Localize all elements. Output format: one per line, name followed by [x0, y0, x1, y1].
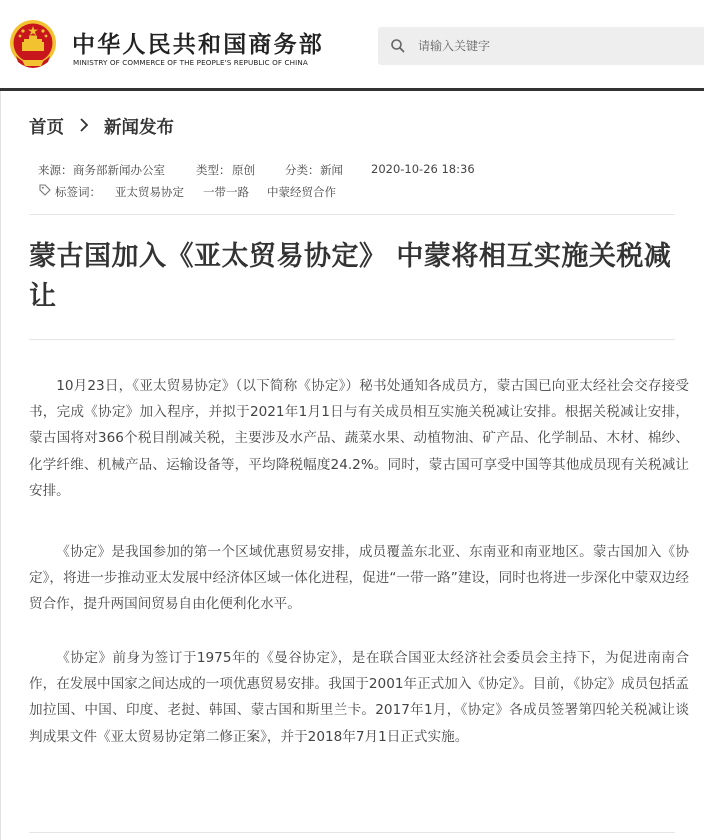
tags-label: 标签词： [55, 185, 101, 199]
breadcrumb-current[interactable]: 新闻发布 [104, 118, 174, 138]
meta-source: 商务部新闻办公室 [73, 163, 165, 177]
site-title[interactable]: 中华人民共和国商务部 [72, 32, 324, 58]
header-divider [0, 88, 704, 91]
chevron-right-icon [77, 117, 91, 133]
national-emblem-icon[interactable] [8, 18, 58, 72]
tag-icon [39, 184, 51, 196]
search-icon[interactable] [390, 38, 406, 54]
meta-category-label: 分类： [285, 163, 320, 177]
tag-link[interactable]: 一带一路 [203, 185, 249, 199]
search-input[interactable] [418, 27, 698, 65]
article-paragraph: 10月23日，《亚太贸易协定》（以下简称《协定》）秘书处通知各成员方，蒙古国已向亚太经社会交存接受书，完成《协定》加入程序，并拟于2021年1月1日与有关成员相互实施关税减让安排。根据关税减让安排，蒙古国将对366个税目削减关税，主要涉及水产品、蔬菜水果、动植物油、矿产品、化学制品、木材、棉纱、化学纤维、机械产品、运输设备等，平均降税幅度24.2%。同时，蒙古国可享受中国等其他成员现有关税减让安排。 [29, 378, 689, 499]
content-left-border [0, 91, 1, 840]
article-title: 蒙古国加入《亚太贸易协定》 中蒙将相互实施关税减让 [29, 241, 672, 312]
meta-source-label: 来源： [38, 163, 73, 177]
meta-type-label: 类型： [196, 163, 231, 177]
search-box[interactable] [378, 27, 704, 65]
breadcrumb-home[interactable]: 首页 [29, 118, 64, 138]
meta-divider [29, 214, 675, 215]
meta-type: 原创 [232, 163, 255, 177]
article-paragraph: 《协定》是我国参加的第一个区域优惠贸易安排，成员覆盖东北亚、东南亚和南亚地区。蒙古国加入《协定》，将进一步推动亚太发展中经济体区域一体化进程，促进“一带一路”建设，同时也将进一步深化中蒙双边经贸合作，提升两国间贸易自由化便利化水平。 [29, 544, 689, 613]
tag-link[interactable]: 中蒙经贸合作 [267, 185, 336, 199]
meta-category: 新闻 [320, 163, 343, 177]
tag-link[interactable]: 亚太贸易协定 [115, 185, 184, 199]
article-paragraph: 《协定》前身为签订于1975年的《曼谷协定》，是在联合国亚太经济社会委员会主持下，为促进南南合作，在发展中国家之间达成的一项优惠贸易安排。我国于2001年正式加入《协定》。目前，《协定》成员包括孟加拉国、中国、印度、老挝、韩国、蒙古国和斯里兰卡。2017年1月，《协定》各成员签署第四轮关税减让谈判成果文件《亚太贸易协定第二修正案》，并于2018年7月1日正式实施。 [29, 650, 689, 745]
footer-divider [29, 832, 675, 833]
meta-datetime: 2020-10-26 18:36 [371, 162, 475, 176]
site-header [0, 0, 704, 90]
site-subtitle: MINISTRY OF COMMERCE OF THE PEOPLE'S REPUBLIC OF CHINA [73, 58, 308, 67]
title-divider [29, 339, 675, 340]
